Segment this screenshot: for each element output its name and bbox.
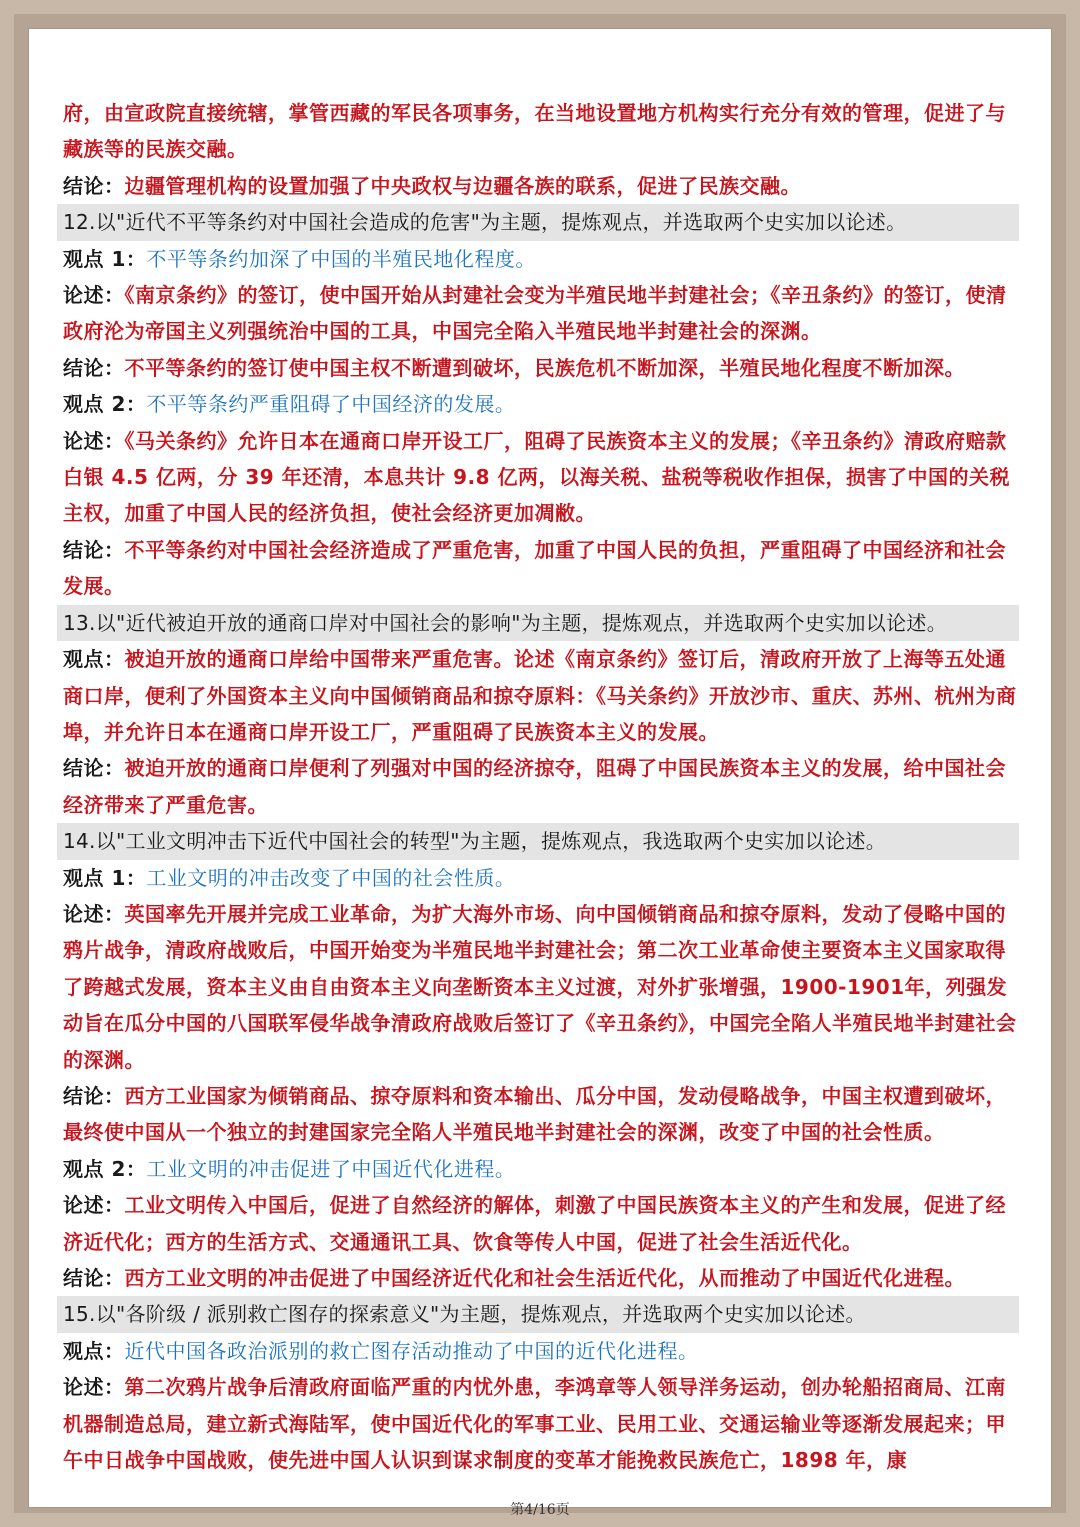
conclusion: [63, 1260, 1023, 1296]
label: 论述：: [63, 1193, 125, 1218]
argument: [63, 641, 1023, 750]
viewpoint: [63, 1151, 1023, 1187]
label: 观点：: [63, 1338, 125, 1363]
viewpoint: [63, 241, 1023, 277]
text: 被迫开放的通商口岸给中国带来严重危害。论述《南京条约》签订后，清政府开放了上海等五处通商口岸，便利了外国资本主义向中国倾销商品和掠夺原料：《马关条约》开放沙市、重庆、苏州、杭州为商埠，并允许日本在通商口岸开设工厂，严重阻碍了民族资本主义的发展。: [63, 647, 1017, 744]
text: 工业文明传入中国后，促进了自然经济的解体，刺激了中国民族资本主义的产生和发展，促进了经济近代化；西方的生活方式、交通通讯工具、饮食等传人中国，促进了社会生活近代化。: [63, 1193, 1006, 1254]
label: 观点 2：: [63, 392, 147, 417]
label: 观点 1：: [63, 246, 147, 271]
question-heading: 15.以"各阶级 / 派别救亡图存的探索意义"为主题，提炼观点，并选取两个史实加以论述。: [57, 1296, 1019, 1332]
argument: [63, 896, 1023, 1078]
label: 论述：: [63, 1375, 125, 1400]
label: 论述：: [63, 428, 125, 453]
label: 结论：: [63, 537, 125, 562]
document-content: [63, 95, 1023, 1478]
label: 观点 1：: [63, 865, 147, 890]
viewpoint: [63, 1333, 1023, 1369]
argument: [63, 1187, 1023, 1260]
label: 结论：: [63, 173, 125, 198]
document-page: [28, 28, 1052, 1518]
label: 结论：: [63, 1083, 125, 1108]
text: 被迫开放的通商口岸便利了列强对中国的经济掠夺，阻碍了中国民族资本主义的发展，给中国社会经济带来了严重危害。: [63, 756, 1006, 817]
argument: [63, 423, 1023, 532]
argument: [63, 277, 1023, 350]
conclusion: [63, 1078, 1023, 1151]
text: 《马关条约》允许日本在通商口岸开设工厂，阻碍了民族资本主义的发展；《辛丑条约》清政府赔款白银 4.5 亿两，分 39 年还清，本息共计 9.8 亿两，以海关税、盐税等税收作担保，损害了中国的关税主权，加重了中国人民的经济负担，使社会经济更加凋敝。: [63, 428, 1010, 526]
text: 英国率先开展并完成工业革命，为扩大海外市场、向中国倾销商品和掠夺原料，发动了侵略中国的鸦片战争，清政府战败后，中国开始变为半殖民地半封建社会；第二次工业革命使主要资本主义国家取得了跨越式发展，资本主义由自由资本主义向垄断资本主义过渡，对外扩张增强，1900-1901年，列强发动旨在瓜分中国的八国联军侵华战争清政府战败后签订了《辛丑条约》，中国完全陷人半殖民地半封建社会的深渊。: [63, 901, 1017, 1072]
text: 不平等条约严重阻碍了中国经济的发展。: [146, 392, 516, 417]
question-heading: 12.以"近代不平等条约对中国社会造成的危害"为主题，提炼观点，并选取两个史实加以论述。: [57, 204, 1019, 240]
text: 不平等条约加深了中国的半殖民地化程度。: [146, 246, 536, 271]
conclusion: [63, 750, 1023, 823]
label: 结论：: [63, 355, 125, 380]
text: 不平等条约对中国社会经济造成了严重危害，加重了中国人民的负担，严重阻碍了中国经济和社会发展。: [63, 537, 1006, 599]
conclusion: [63, 350, 1023, 386]
viewpoint: [63, 860, 1023, 896]
label: 论述：: [63, 283, 125, 308]
text: 工业文明的冲击改变了中国的社会性质。: [146, 865, 516, 890]
label: 论述：: [63, 901, 125, 926]
conclusion: [63, 532, 1023, 605]
argument: [63, 1369, 1023, 1478]
text: 工业文明的冲击促进了中国近代化进程。: [146, 1156, 516, 1181]
text: 第二次鸦片战争后清政府面临严重的内忧外患，李鸿章等人领导洋务运动，创办轮船招商局、江南机器制造总局，建立新式海陆军，使中国近代化的军事工业、民用工业、交通运输业等逐渐发展起来；甲午中日战争中国战败，使先进中国人认识到谋求制度的变革才能挽救民族危亡，1898 年，康: [63, 1375, 1006, 1473]
text: 边疆管理机构的设置加强了中央政权与边疆各族的联系，促进了民族交融。: [124, 173, 801, 198]
text: 西方工业国家为倾销商品、掠夺原料和资本输出、瓜分中国，发动侵略战争，中国主权遭到破坏，最终使中国从一个独立的封建国家完全陷人半殖民地半封建社会的深渊，改变了中国的社会性质。: [63, 1083, 1006, 1145]
question-heading: 14.以"工业文明冲击下近代中国社会的转型"为主题，提炼观点，我选取两个史实加以论述。: [57, 823, 1019, 859]
text: 近代中国各政治派别的救亡图存活动推动了中国的近代化进程。: [124, 1338, 699, 1363]
question-heading: 13.以"近代被迫开放的通商口岸对中国社会的影响"为主题，提炼观点，并选取两个史实加以论述。: [57, 605, 1019, 641]
label: 观点 2：: [63, 1156, 147, 1181]
label: 观点：: [63, 647, 125, 672]
viewpoint: [63, 386, 1023, 422]
paragraph: 府，由宣政院直接统辖，掌管西藏的军民各项事务，在当地设置地方机构实行充分有效的管理，促进了与藏族等的民族交融。: [63, 101, 1006, 162]
conclusion: [63, 168, 1023, 204]
label: 结论：: [63, 756, 125, 781]
text: 不平等条约的签订使中国主权不断遭到破坏，民族危机不断加深，半殖民地化程度不断加深。: [124, 355, 965, 380]
text: 西方工业文明的冲击促进了中国经济近代化和社会生活近代化，从而推动了中国近代化进程。: [124, 1266, 965, 1290]
page-number: 第4/16页: [510, 1502, 570, 1518]
label: 结论：: [63, 1266, 125, 1290]
text: 《南京条约》的签订，使中国开始从封建社会变为半殖民地半封建社会；《辛丑条约》的签订，使清政府沦为帝国主义列强统治中国的工具，中国完全陷入半殖民地半封建社会的深渊。: [63, 283, 1007, 344]
